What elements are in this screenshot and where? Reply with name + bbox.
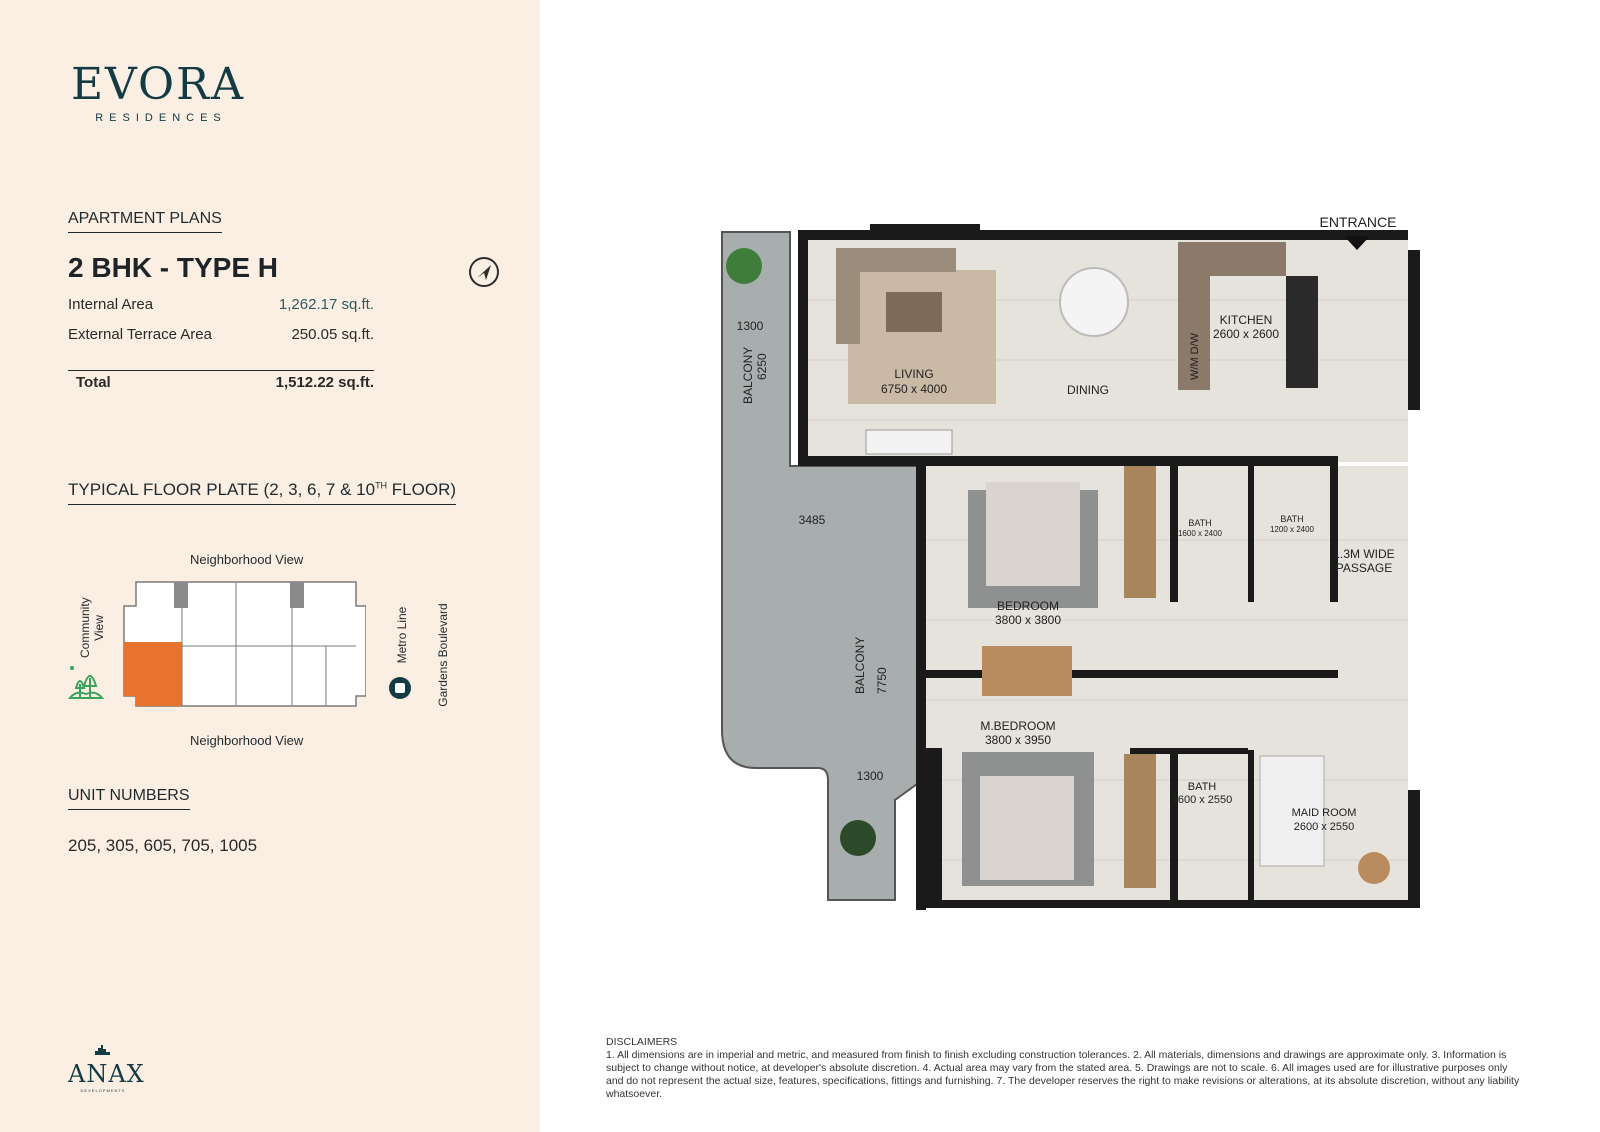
anax-skyline-icon	[93, 1045, 113, 1055]
balcony2-dim: 7750	[875, 667, 889, 694]
bath2-label: BATH	[1280, 514, 1304, 524]
dining-label: DINING	[1067, 383, 1109, 397]
floor-plan-drawing	[700, 200, 1460, 940]
maid-dim: 2600 x 2550	[1293, 821, 1355, 833]
dining-table	[1060, 268, 1128, 336]
unit-numbers-list: 205, 305, 605, 705, 1005	[68, 836, 258, 855]
floor-plate-outline	[116, 576, 366, 716]
internal-area-label: Internal Area	[68, 296, 154, 313]
community-tree-icon	[66, 664, 106, 704]
community-view-line2: View	[92, 615, 106, 641]
balcony1-label: BALCONY	[741, 346, 755, 404]
plant-icon	[726, 248, 762, 284]
bedroom-dim: 3800 x 3800	[994, 613, 1062, 627]
passage-line1: 1.3M WIDE	[1333, 547, 1395, 561]
total-divider	[68, 370, 374, 371]
bath3-label: BATH	[1187, 781, 1217, 793]
gardens-boulevard-label: Gardens Boulevard	[436, 603, 450, 707]
kitchen-appliances	[1286, 276, 1318, 388]
dim-3485: 3485	[798, 513, 826, 527]
master-bed	[980, 776, 1074, 880]
bottom-view-label: Neighborhood View	[190, 733, 304, 748]
floor-plate-heading	[68, 480, 456, 505]
bath1-label: BATH	[1188, 518, 1212, 528]
floor-plate-diagram	[66, 552, 466, 762]
internal-area-value: 1,262.17 sq.ft.	[278, 296, 374, 313]
compass-icon	[469, 257, 499, 287]
bedroom-bed	[986, 482, 1080, 586]
top-view-label: Neighborhood View	[190, 552, 304, 567]
balcony2-label: BALCONY	[853, 636, 867, 694]
anax-wordmark: ANAX	[68, 1060, 145, 1088]
coffee-table	[886, 292, 942, 332]
kitchen-dim: 2600 x 2600	[1212, 327, 1280, 341]
community-view-label	[78, 598, 106, 658]
entrance-label: ENTRANCE	[1319, 214, 1397, 230]
anax-subtitle: DEVELOPMENTS	[80, 1088, 126, 1093]
bedroom-wardrobe	[1124, 466, 1156, 598]
metro-line-label: Metro Line	[395, 606, 409, 664]
master-dim: 3800 x 3950	[984, 733, 1052, 747]
balcony1-dim: 6250	[755, 353, 769, 380]
living-label: LIVING	[894, 367, 934, 381]
living-dim: 6750 x 4000	[880, 382, 948, 396]
community-view-line1: Community	[78, 597, 92, 658]
plant-icon-2	[840, 820, 876, 856]
tv-console	[866, 430, 952, 454]
sofa-side	[836, 248, 860, 344]
disclaimer-block	[606, 1036, 1520, 1101]
floor-plate-heading-suffix: FLOOR)	[387, 480, 457, 499]
floor-plate-heading-sup: TH	[375, 480, 388, 491]
bath1-dim: 1600 x 2400	[1177, 529, 1223, 538]
terrace-area-value: 250.05 sq.ft.	[291, 326, 374, 343]
master-label: M.BEDROOM	[980, 719, 1056, 733]
master-wardrobe	[1124, 754, 1156, 888]
bedroom-label: BEDROOM	[996, 599, 1060, 613]
apartment-plans-heading: APARTMENT PLANS	[68, 210, 222, 233]
dim-1300-bottom: 1300	[856, 769, 884, 783]
metro-icon	[388, 676, 412, 700]
dim-1300-top: 1300	[736, 319, 764, 333]
terrace-area-label: External Terrace Area	[68, 326, 212, 343]
plan-title: 2 BHK - TYPE H	[68, 252, 279, 283]
logo-subtitle: RESIDENCES	[95, 112, 227, 124]
evora-logo	[68, 59, 248, 124]
total-value: 1,512.22 sq.ft.	[275, 374, 374, 391]
total-label: Total	[76, 374, 111, 391]
bath3-dim: 1600 x 2550	[1171, 794, 1233, 806]
info-sidebar	[0, 0, 540, 1132]
disclaimer-text: 1. All dimensions are in imperial and metric, and measured from finish to finish excluding construction tolerances. 2. All materials, dimensions and drawings are approximate only. 3. Information is subject to change without notice, at developer's absolute discretion. 4. Actual area may vary from the stated area. 5. Drawings are not to scale. 6. All images used are for illustrative purposes only and do not represent the actual size, features, specifications, fittings and furnishing. 7. The developer reserves the right to make revisions or alterations, at its absolute discretion, without any liability whatsoever.	[606, 1049, 1520, 1100]
passage-line2: PASSAGE	[1335, 561, 1393, 575]
maid-side-table	[1358, 852, 1390, 884]
wm-dw-label: W/M D/W	[1189, 332, 1201, 380]
bath2-dim: 1200 x 2400	[1269, 525, 1315, 534]
disclaimer-title: DISCLAIMERS	[606, 1036, 678, 1048]
logo-wordmark: EVORA	[70, 59, 246, 110]
floor-plate-heading-text: TYPICAL FLOOR PLATE (2, 3, 6, 7 & 10	[68, 480, 376, 499]
anax-logo	[68, 1042, 145, 1093]
bedroom-desk	[982, 646, 1072, 696]
unit-numbers-heading: UNIT NUMBERS	[68, 787, 190, 810]
kitchen-label: KITCHEN	[1219, 313, 1273, 327]
maid-label: MAID ROOM	[1291, 807, 1357, 819]
